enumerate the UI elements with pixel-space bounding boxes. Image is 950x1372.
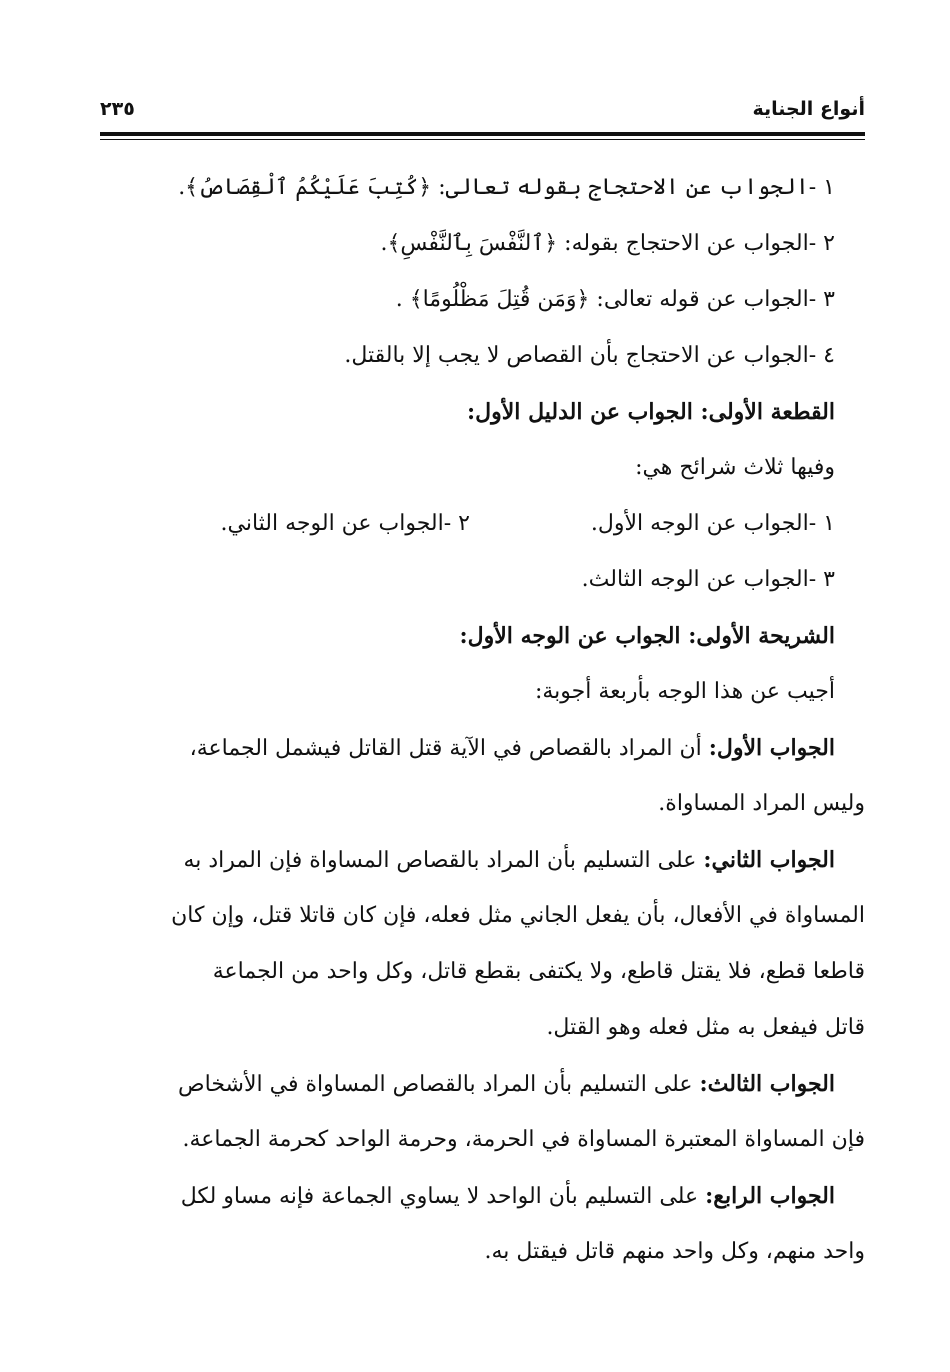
page-number: ٢٣٥ [100,98,135,120]
line-text: قاطعا قطع، فلا يقتل قاطع، ولا يكتفى بقطع قاتل، وكل واحد من الجماعة [212,959,865,984]
line-text: واحد منهم، وكل واحد منهم قاتل فيقتل به. [484,1239,865,1264]
heading-text: الشريحة الأولى: الجواب عن الوجه الأول: [459,623,835,649]
answer-paragraph-line [100,1168,865,1224]
section-heading [100,384,865,440]
header-rule-thick [100,132,865,136]
list-item-text: ٢ -الجواب عن الوجه الثاني. [220,511,470,536]
list-item-text: ١ -الجواب عن الاحتجاج بقوله تعالى: ﴿كُتِبَ عَلَيْكُمُ ٱلْقِصَاصُ﴾. [178,175,835,200]
line-text: وليس المراد المساواة. [658,791,865,816]
list-item [100,216,865,272]
list-item [100,272,865,328]
paragraph-line [100,440,865,496]
list-item [100,328,865,384]
list-item-text: ٤ -الجواب عن الاحتجاج بأن القصاص لا يجب إلا بالقتل. [344,343,835,368]
answer-label: الجواب الثالث: [699,1071,835,1097]
list-item [100,160,865,216]
line-text: على التسليم بأن المراد بالقصاص المساواة فإن المراد به [183,848,704,873]
list-item-text: ٢ -الجواب عن الاحتجاج بقوله: ﴿ٱلنَّفْسَ بِٱلنَّفْسِ﴾. [380,231,835,256]
paragraph-line [100,1224,865,1280]
answer-label: الجواب الأول: [708,735,835,761]
line-text: المساواة في الأفعال، بأن يفعل الجاني مثل فعله، فإن كان قاتلا قتل، وإن كان [171,903,865,928]
answer-paragraph-line [100,1056,865,1112]
line-text: على التسليم بأن المراد بالقصاص المساواة في الأشخاص [178,1072,700,1097]
paragraph-line [100,1112,865,1168]
body-text [100,160,865,1280]
paragraph-line [100,776,865,832]
answer-label: الجواب الثاني: [703,847,835,873]
heading-text: القطعة الأولى: الجواب عن الدليل الأول: [467,399,835,425]
paragraph-line [100,1000,865,1056]
answer-label: الجواب الرابع: [705,1183,835,1209]
line-text: أجيب عن هذا الوجه بأربعة أجوبة: [534,679,835,704]
line-text: قاتل فيفعل به مثل فعله وهو القتل. [546,1015,865,1040]
list-item-text: ١ -الجواب عن الوجه الأول. [590,511,835,536]
answer-paragraph-line [100,832,865,888]
list-item [100,552,865,608]
chapter-title: أنواع الجناية [752,98,865,120]
answer-paragraph-line [100,720,865,776]
section-heading [100,608,865,664]
list-item-text: ٣ -الجواب عن قوله تعالى: ﴿وَمَن قُتِلَ مَظْلُومًا﴾ . [395,287,835,312]
line-text: فإن المساواة المعتبرة المساواة في الحرمة، وحرمة الواحد كحرمة الجماعة. [182,1127,865,1152]
paragraph-line [100,888,865,944]
line-text: على التسليم بأن الواحد لا يساوي الجماعة فإنه مساو لكل [180,1184,706,1209]
paragraph-line [100,664,865,720]
header-rule-thin [100,139,865,140]
list-item-text: ٣ -الجواب عن الوجه الثالث. [581,567,835,592]
line-text: وفيها ثلاث شرائح هي: [635,455,835,480]
paragraph-line [100,944,865,1000]
two-column-list [100,496,865,552]
running-header [100,96,865,136]
line-text: أن المراد بالقصاص في الآية قتل القاتل فيشمل الجماعة، [189,736,709,761]
